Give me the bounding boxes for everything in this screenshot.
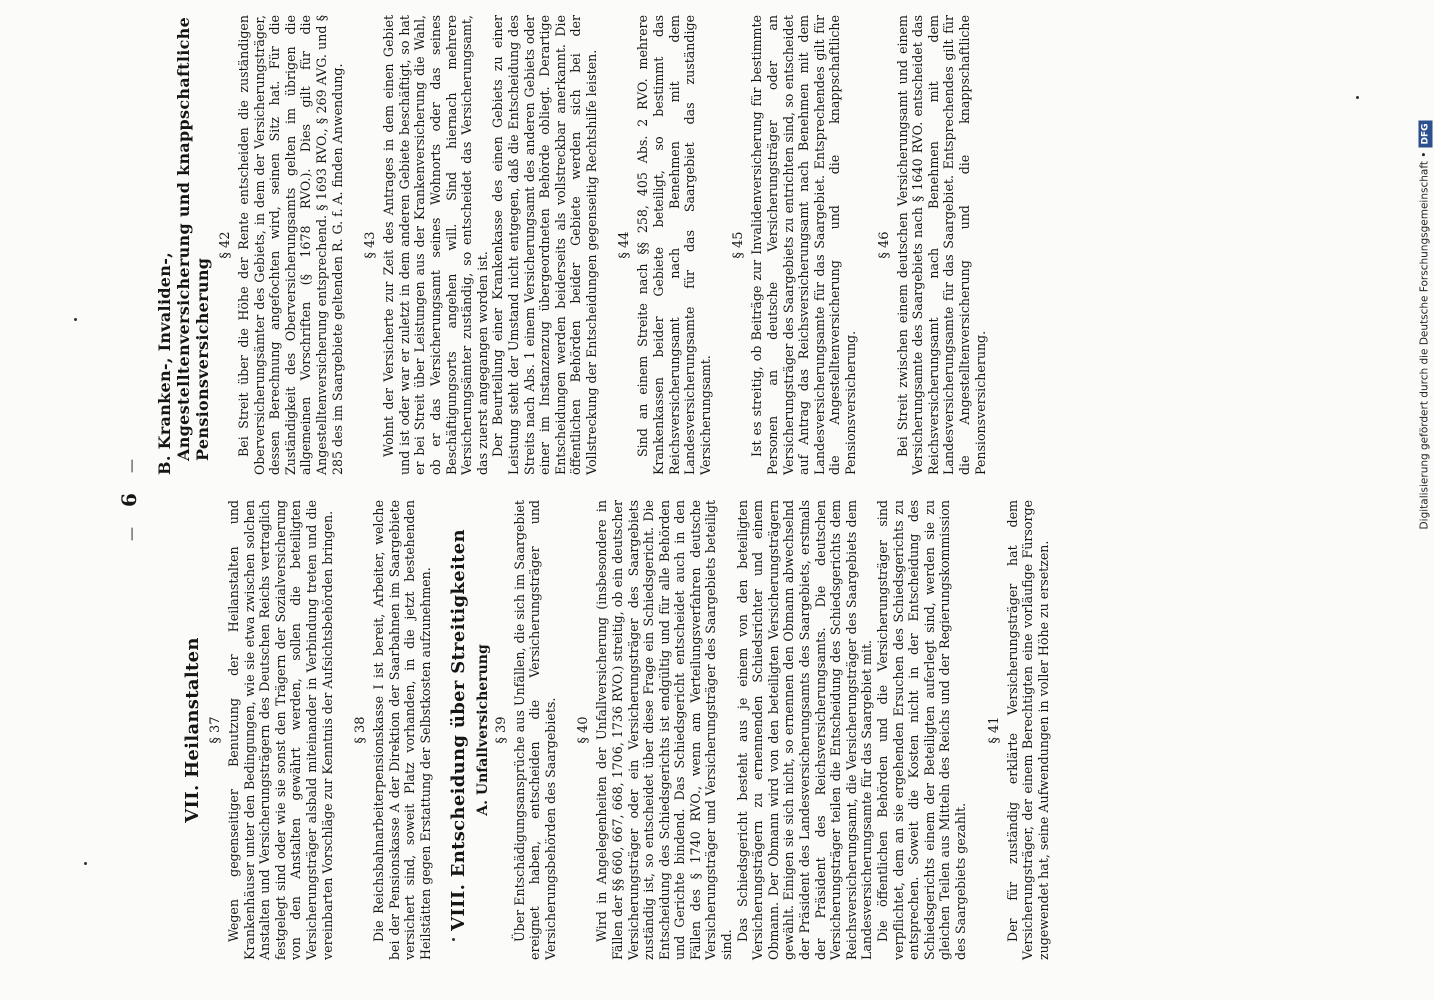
section-40-text-3: Die öffentlichen Behörden und die Versicherungsträger sind verpflichtet, dem an sie ergehenden Ersuchen des Schiedsgerichts zu entsprechen. Soweit die Kosten nicht in der Entscheidung des Schiedsgerichts einem der Beteiligten auferlegt sind, werden sie zu gleichen Teilen aus Mitteln des Reichs und der Regierungskommission des Saargebiets gezahlt. (875, 500, 968, 960)
heading-vii: VII. Heilanstalten (182, 637, 203, 823)
section-45-text: Ist es streitig, ob Beiträge zur Invalidenversicherung für bestimmte Personen an deutsche Versicherungsträger oder an Versicherungsträger des Saargebiets zu entrichten sind, so entscheidet auf Antrag das Reichsversicherungsamt nach Benehmen mit dem Landesversicherungsamte für das Saargebiet. Entsprechendes gilt für die Angestelltenversicherung und die knappschaftliche Pensionsversicherung. (749, 15, 858, 475)
digitization-credit (1418, 121, 1433, 881)
section-39-label: § 39 (493, 716, 509, 744)
section-42-text: Bei Streit über die Höhe der Rente entscheiden die zuständigen Oberversicherungsämter des Gebiets, in dem der Versicherungsträger, dessen Berechnung angefochten wird, seinen Sitz hat. Für die Zuständigkeit des Oberversicherungsamts gelten im übrigen die allgemeinen Vorschriften (§ 1678 RVO.). Dies gilt für die Angestelltenversicherung entsprechend. § 1693 RVO., § 269 AVG. und § 285 des im Saargebiete geltenden R. G. f. A. finden Anwendung. (236, 15, 345, 475)
section-43-text-2: Der Beurteilung einer Krankenkasse des einen Gebiets zu einer Leistung steht der Umstand nicht entgegen, daß die Entscheidung des Streits nach Abs. 1 einem Versicherungsamt des anderen Gebiets oder einer im Instanzenzug übergeordneten Behörde obliegt. Derartige Entscheidungen werden beiderseits als vollstreckbar anerkannt. Die öffentlichen Behörden beider Gebiete werden sich bei der Vollstreckung der Entscheidungen gegenseitig Rechtshilfe leisten. (490, 15, 599, 475)
page-number (117, 20, 141, 980)
section-41-text: Der für zuständig erklärte Versicherungsträger hat dem Versicherungsträger, der einem Berechtigten eine vorläufige Fürsorge zugewendet hat, seine Aufwendungen in voller Höhe zu ersetzen. (1004, 500, 1051, 960)
section-40-text-2: Das Schiedsgericht besteht aus je einem von den beteiligten Versicherungsträgern zu ernennenden Schiedsrichter und einem Obmann. Der Obmann wird von den beteiligten Versicherungsträgern gewählt. Einigen sie sich nicht, so ernennen den Obmann abwechselnd der Präsident des Landesversicherungsamts des Saargebiets, erstmals der Präsident des Reichsversicherungsamts. Die deutschen Versicherungsträger teilen die Entscheidung des Schiedsgerichts dem Reichsversicherungsamt, die Versicherungsträger des Saargebiets dem Landesversicherungsamte für das Saargebiet mit. (734, 500, 875, 960)
section-37-label: § 37 (208, 716, 223, 744)
section-37-text: Wegen gegenseitiger Benutzung der Heilanstalten und Krankenhäuser unter den Bedingungen, wie sie etwa zwischen solchen Anstalten und Versicherungsträgern des Deutschen Reichs vertraglich festgelegt sind oder wie sie sonst den Trägern der Sozialversicherung von den Anstalten gewährt werden, sollen die beteiligten Versicherungsträger alsbald miteinander in Verbindung treten und die vereinbarten Vorschläge zur Kenntnis der Aufsichtsbehörden bringen. (226, 500, 335, 960)
section-38-text: Die Reichsbahnarbeiterpensionskasse I ist bereit, Arbeiter, welche bei der Pensionskasse A der Direktion der Saarbahnen im Saargebiete versichert sind, soweit Platz vorhanden, in die jetzt bestehenden Heilstätten gegen Erstattung der Selbstkosten aufzunehmen. (371, 500, 433, 960)
section-42-label: § 42 (218, 231, 233, 259)
section-43-text-1: Wohnt der Versicherte zur Zeit des Antrages in dem einen Gebiet und ist oder war er zuletzt in dem anderen Gebiete beschäftigt, so hat er bei Streit über Leistungen aus der Krankenversicherung die Wahl, ob er das Versicherungsamt seines Wohnorts oder das seines Beschäftigungsorts angehen will. Sind hiernach mehrere Versicherungsämter zuständig, so entscheidet das Versicherungsamt, das zuerst angegangen worden ist. (381, 15, 490, 475)
section-41-label: § 41 (986, 716, 1002, 744)
section-44-label: § 44 (617, 231, 633, 259)
section-43-label: § 43 (363, 231, 379, 259)
dfg-badge: DFG (1419, 121, 1433, 148)
page-number-value: 6 (117, 493, 141, 507)
section-40-label: § 40 (576, 716, 592, 744)
section-44-text: Sind an einem Streite nach §§ 258, 405 Abs. 2 RVO. mehrere Krankenkassen beider Gebiete beteiligt, so bestimmt das Reichsversicherungsamt nach Benehmen mit dem Landesversicherungsamte für das Saargebiet das zuständige Versicherungsamt. (635, 15, 713, 475)
page-number-dash: — (124, 459, 140, 474)
section-40-text-1: Wird in Angelegenheiten der Unfallversicherung (insbesondere in Fällen der §§ 660, 667, 668, 1706, 1736 RVO.) streitig, ob ein deutscher Versicherungsträger oder ein Versicherungsträger des Saargebiets zuständig ist, so entscheidet über diese Frage ein Schiedsgericht. Die Entscheidung des Schiedsgerichts ist endgültig und für alle Behörden und Gerichte bindend. Das Schiedsgericht entscheidet auch in den Fällen des § 1740 RVO., wenn am Verteilungsverfahren deutsche Versicherungsträger und Versicherungsträger des Saargebiets beteiligt sind. (594, 500, 735, 960)
section-45-label: § 45 (731, 231, 747, 259)
section-38-label: § 38 (353, 716, 369, 744)
heading-viii: VIII. Entscheidung über Streitigkeiten (447, 529, 469, 931)
section-39-text: Über Entschädigungsansprüche aus Unfällen, die sich im Saargebiet ereignet haben, entscheiden die Versicherungsträger und Versicherungsbehörden des Saargebiets. (511, 500, 558, 960)
heading-b: B. Kranken-, Invaliden-, Angestelltenversicherung und knappschaftliche Pensionsversicherung (155, 16, 212, 475)
credit-text: Digitalisierung gefördert durch die Deutsche Forschungsgemeinschaft • (1418, 151, 1431, 530)
page-number-dash: — (124, 526, 140, 541)
section-46-label: § 46 (876, 231, 892, 259)
right-column (155, 15, 988, 475)
left-column (182, 500, 1051, 960)
rotated-document-page (37, 15, 1397, 980)
heading-a: A. Unfallversicherung (474, 644, 491, 816)
section-46-text: Bei Streit zwischen einem deutschen Versicherungsamt und einem Versicherungsamte des Saargebiets nach § 1640 RVO. entscheidet das Reichsversicherungsamt nach Benehmen mit dem Landesversicherungsamte für das Saargebiet. Entsprechendes gilt für die Angestelltenversicherung und die knappschaftliche Pensionsversicherung. (894, 15, 988, 475)
